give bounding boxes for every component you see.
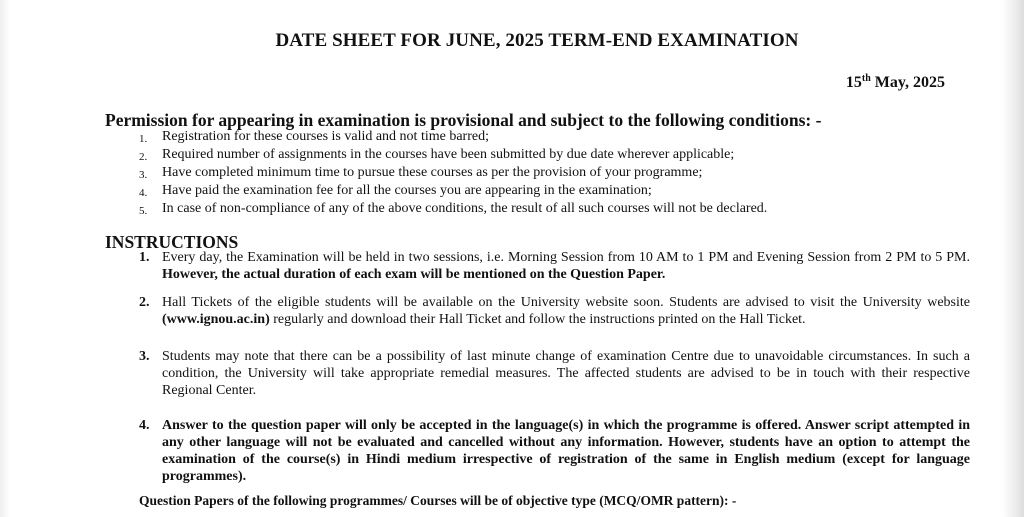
objective-type-note: Question Papers of the following programmes/ Courses will be of objective type (MCQ/OMR pattern): - (139, 493, 737, 508)
instruction-text-bold: Answer to the question paper will only be accepted in the language(s) in which the programme is offered. Answer script attempted in any other language will not be evaluated and cancelled without any information. However, students have an option to attempt the examination of the course(s) in Hindi medium irrespective of registration of the same in English medium (except for language programmes). (162, 418, 970, 484)
document-date (846, 74, 945, 92)
instruction-item-4 (139, 417, 970, 485)
university-website-link[interactable]: (www.ignou.ac.in) (162, 312, 270, 327)
instruction-text: Students may note that there can be a possibility of last minute change of examination Centre due to unavoidable circumstances. In such a condition, the University will take appropriate remedial measures. The affected students are advised to be in touch with their respective Regional Center. (162, 349, 970, 398)
page-edge-right (1002, 0, 1024, 517)
instruction-text (162, 249, 970, 283)
instruction-text-part: Every day, the Examination will be held in two sessions, i.e. Morning Session from 10 AM to 1 PM and Evening Session from 2 PM to 5 PM. (162, 250, 970, 265)
date-rest: May, 2025 (870, 74, 945, 91)
condition-number: 5. (139, 205, 148, 217)
condition-text: Registration for these courses is valid and not time barred; (162, 129, 489, 144)
condition-number: 4. (139, 187, 148, 199)
instruction-text (162, 294, 970, 328)
instruction-number: 1. (139, 250, 150, 265)
condition-text: Have completed minimum time to pursue these courses as per the provision of your programme; (162, 165, 703, 180)
instruction-number: 4. (139, 418, 150, 433)
instruction-item-2 (139, 294, 970, 328)
condition-text: Required number of assignments in the courses have been submitted by due date wherever applicable; (162, 147, 735, 162)
condition-item (139, 147, 999, 165)
condition-number: 1. (139, 133, 148, 145)
instruction-number: 3. (139, 349, 150, 364)
instruction-text-bold: However, the actual duration of each exam will be mentioned on the Question Paper. (162, 267, 666, 282)
condition-item (139, 165, 999, 183)
condition-text: Have paid the examination fee for all the courses you are appearing in the examination; (162, 183, 652, 198)
condition-item (139, 183, 999, 201)
instruction-text-part: Hall Tickets of the eligible students will be available on the University website soon. Students are advised to visit the University website (162, 295, 970, 310)
instruction-item-1 (139, 249, 970, 283)
conditions-list (139, 129, 999, 219)
condition-number: 2. (139, 151, 148, 163)
page-edge-left (0, 0, 10, 517)
condition-number: 3. (139, 169, 148, 181)
instructions-heading: INSTRUCTIONS (105, 232, 239, 252)
date-suffix: th (861, 73, 871, 84)
document-title: DATE SHEET FOR JUNE, 2025 TERM-END EXAMINATION (275, 30, 799, 51)
instruction-number: 2. (139, 295, 150, 310)
condition-item (139, 201, 999, 219)
instruction-item-3 (139, 348, 970, 399)
instruction-text-part: regularly and download their Hall Ticket and follow the instructions printed on the Hall Ticket. (269, 312, 806, 327)
date-day: 15 (845, 74, 862, 91)
condition-item (139, 129, 999, 147)
condition-text: In case of non-compliance of any of the above conditions, the result of all such courses will not be declared. (162, 201, 768, 216)
permission-heading: Permission for appearing in examination is provisional and subject to the following conditions: - (105, 110, 822, 130)
